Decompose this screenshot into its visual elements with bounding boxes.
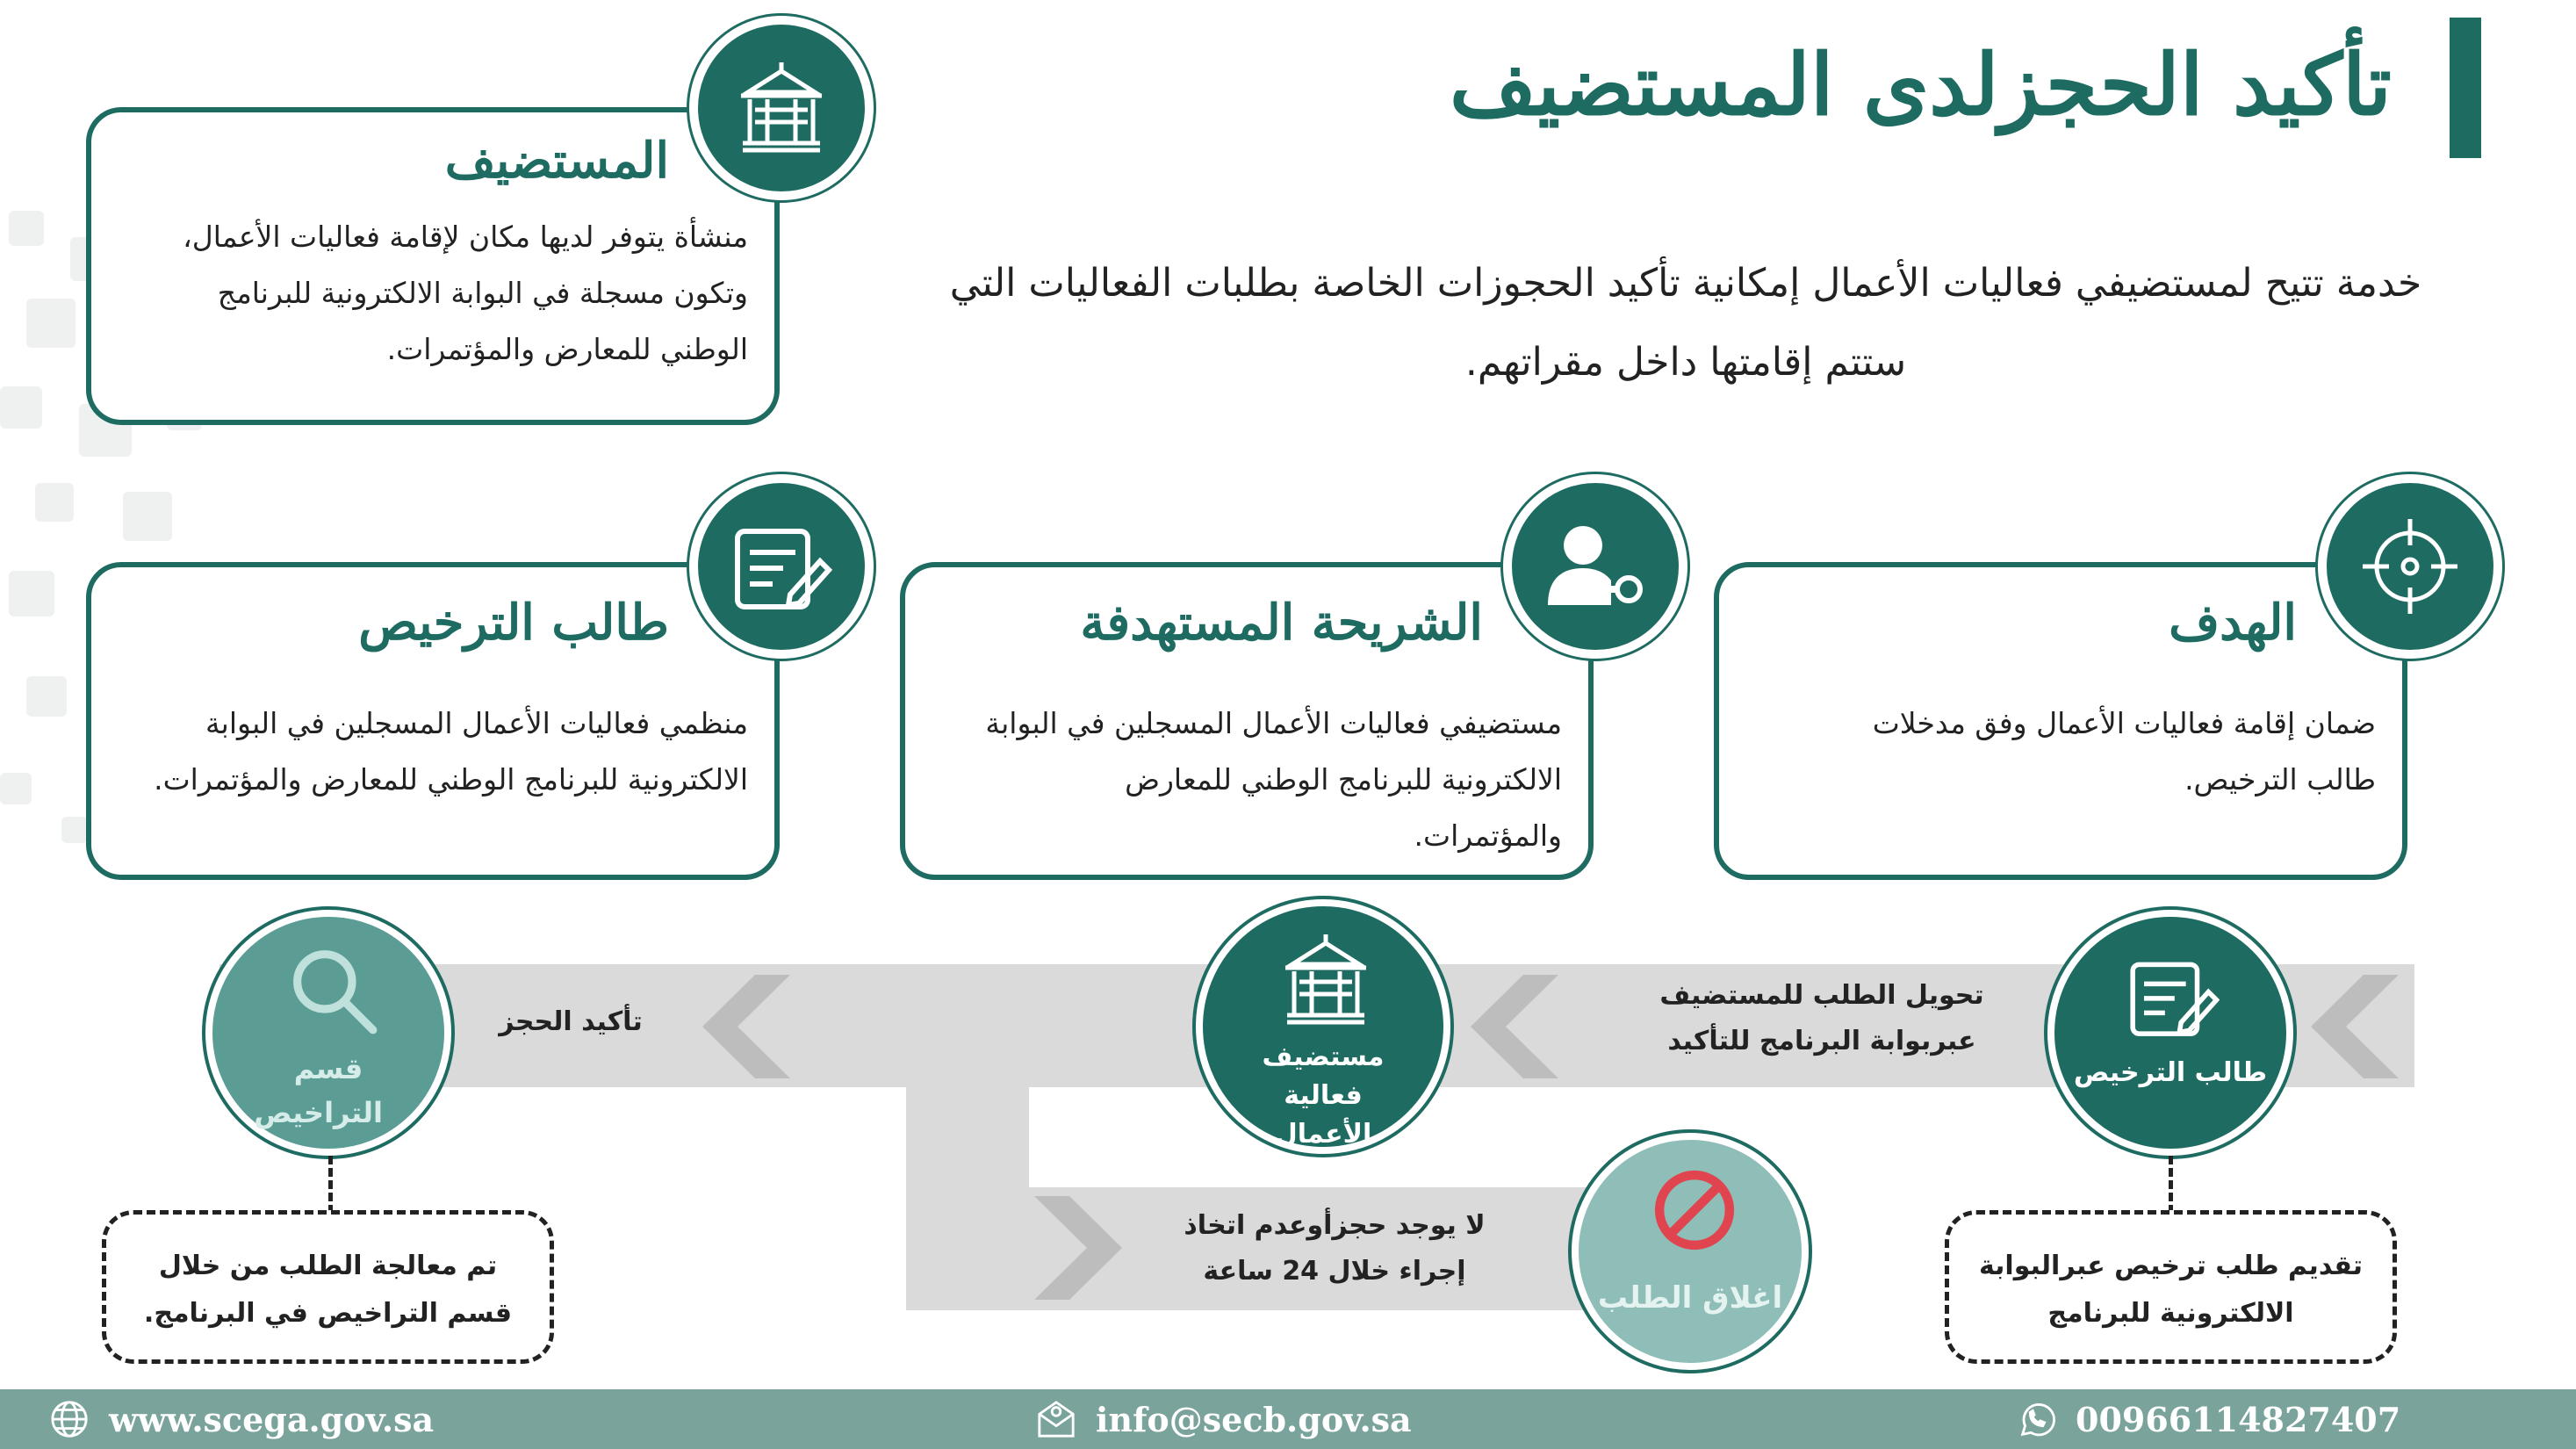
prohibited-icon	[1649, 1164, 1740, 1256]
licensing-connector	[328, 1156, 333, 1214]
audience-card-title: الشريحة المستهدفة	[1080, 594, 1483, 652]
applicant-connector	[2169, 1156, 2173, 1214]
host-card	[86, 107, 780, 425]
applicant-node-label: طالب الترخيص	[2073, 1057, 2268, 1088]
footer-email[interactable]	[1036, 1389, 1412, 1449]
applicant-card	[86, 562, 780, 880]
chevron-left-icon	[2302, 975, 2407, 1078]
phone-text: 00966114827407	[2076, 1399, 2401, 1439]
host-node	[1196, 899, 1450, 1154]
goal-card-text: ضمان إقامة فعاليات الأعمال وفق مدخلات طالب الترخيص.	[1872, 706, 2376, 797]
applicant-badge	[689, 474, 874, 659]
email-icon	[1036, 1399, 1076, 1439]
service-description: خدمة تتيح لمستضيفي فعاليات الأعمال إمكانية تأكيد الحجوزات الخاصة بطلبات الفعاليات التي ستتم إقامتها داخل مقراتهم.	[949, 261, 2422, 385]
applicant-card-text: منظمي فعاليات الأعمال المسجلين في البوابة الالكترونية للبرنامج الوطني للمعارض والمؤتمرات.	[154, 706, 748, 797]
transfer-step-text: تحويل الطلب للمستضيف عبربوابة البرنامج للتأكيد	[1659, 980, 1984, 1056]
applicant-card-title: طالب الترخيص	[358, 594, 669, 652]
chevron-left-icon	[1462, 975, 1567, 1078]
licensing-node-label: قسم التراخيص	[254, 1052, 383, 1129]
submit-request-box	[1945, 1210, 2397, 1364]
audience-card	[900, 562, 1594, 880]
applicant-node	[2047, 910, 2293, 1156]
audience-card-text: مستضيفي فعاليات الأعمال المسجلين في البوابة الالكترونية للبرنامج الوطني للمعارض والمؤتمرات.	[985, 706, 1562, 853]
goal-badge	[2318, 474, 2502, 659]
pavilion-icon	[729, 55, 834, 161]
pavilion-icon	[1273, 927, 1378, 1033]
title-accent-bar	[2450, 18, 2481, 158]
form-edit-icon	[729, 514, 834, 619]
host-badge	[689, 16, 874, 200]
submit-request-text: تقديم طلب ترخيص عبرالبوابة الالكترونية للبرنامج	[1978, 1251, 2364, 1329]
email-text: info@secb.gov.sa	[1096, 1399, 1412, 1439]
close-request-node	[1572, 1133, 1809, 1370]
confirm-booking-text: تأكيد الحجز	[499, 1006, 643, 1037]
page-title: تأكيد الحجزلدى المستضيف	[1449, 35, 2392, 134]
whatsapp-icon	[2016, 1399, 2056, 1439]
goal-card-title: الهدف	[2169, 594, 2297, 652]
website-text: www.scega.gov.sa	[109, 1399, 435, 1439]
footer-phone[interactable]	[2016, 1389, 2400, 1449]
form-edit-icon	[2125, 948, 2221, 1045]
footer	[0, 1389, 2576, 1449]
licensing-node	[205, 910, 451, 1156]
globe-icon	[49, 1399, 90, 1439]
user-key-icon	[1543, 514, 1648, 619]
target-icon	[2357, 514, 2463, 619]
host-card-text: منشأة يتوفر لديها مكان لإقامة فعاليات الأعمال، وتكون مسجلة في البوابة الالكترونية للبرنامج الوطني للمعارض والمؤتمرات.	[183, 220, 748, 366]
request-processed-box	[102, 1210, 554, 1364]
magnifier-icon	[284, 941, 381, 1038]
chevron-right-icon	[1025, 1196, 1131, 1300]
chevron-left-icon	[694, 975, 799, 1078]
host-card-title: المستضيف	[444, 132, 669, 190]
no-booking-text: لا يوجد حجزأوعدم اتخاذ إجراء خلال 24 ساعة	[1184, 1210, 1486, 1287]
audience-badge	[1503, 474, 1687, 659]
close-request-node-label: اغلاق الطلب	[1597, 1280, 1783, 1316]
footer-website[interactable]	[49, 1389, 434, 1449]
request-processed-text: تم معالجة الطلب من خلال قسم التراخيص في البرنامج.	[143, 1251, 513, 1329]
goal-card	[1714, 562, 2407, 880]
host-node-label: مستضيف فعالية الأعمال	[1262, 1042, 1385, 1150]
